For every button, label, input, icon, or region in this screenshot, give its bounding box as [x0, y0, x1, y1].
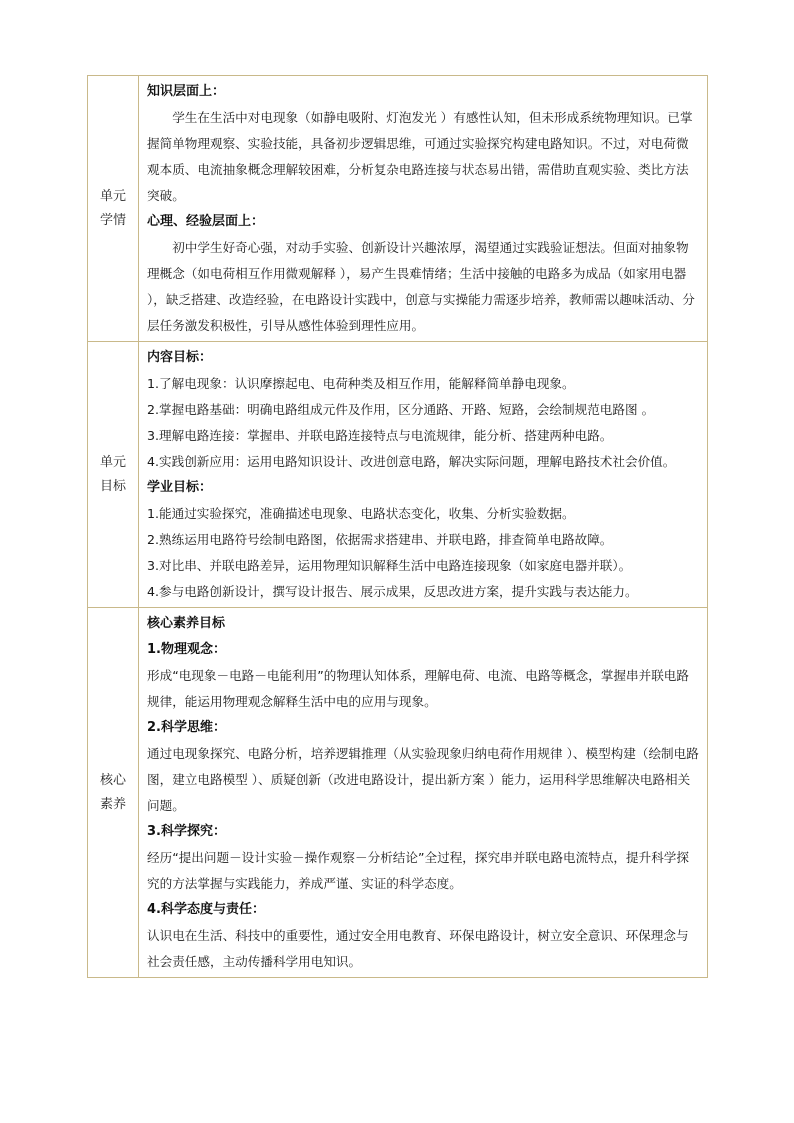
section-heading: 1.物理观念： [147, 642, 226, 657]
row-label: 核心 素养 [88, 608, 139, 978]
paragraph: 认识电在生活、科技中的重要性，通过安全用电教育、环保电路设计，树立安全意识、环保理念与社会责任感，主动传播科学用电知识。 [147, 928, 689, 969]
table-row-core-literacy [88, 608, 708, 978]
list-item: 1.了解电现象：认识摩擦起电、电荷种类及相互作用，能解释简单静电现象。 [147, 376, 575, 391]
row-content [139, 608, 708, 978]
unit-plan-table [87, 75, 708, 978]
list-item: 4.实践创新应用：运用电路知识设计、改进创意电路，解决实际问题，理解电路技术社会价值。 [147, 454, 676, 469]
section-heading: 核心素养目标 [147, 616, 226, 631]
paragraph: 通过电现象探究、电路分析，培养逻辑推理（从实验现象归纳电荷作用规律 ）、模型构建（绘制电路图，建立电路模型 ）、质疑创新（改进电路设计，提出新方案 ）能力，运用科学思维解决电路相关问题。 [147, 746, 699, 813]
section-heading: 心理、经验层面上： [147, 214, 265, 229]
paragraph: 初中学生好奇心强，对动手实验、创新设计兴趣浓厚，渴望通过实践验证想法。但面对抽象物理概念（如电荷相互作用微观解释 ），易产生畏难情绪；生活中接触的电路多为成品（如家用电器 ），缺乏搭建、改造经验，在电路设计实践中，创意与实操能力需逐步培养，教师需以趣味活动、分层任务激发积极性，引导从感性体验到理性应用。 [147, 240, 695, 333]
list-item: 4.参与电路创新设计，撰写设计报告、展示成果，反思改进方案，提升实践与表达能力。 [147, 584, 638, 599]
list-item: 1.能通过实验探究，准确描述电现象、电路状态变化，收集、分析实验数据。 [147, 506, 575, 521]
section-heading: 内容目标： [147, 350, 213, 365]
paragraph: 形成“电现象－电路－电能利用”的物理认知体系，理解电荷、电流、电路等概念，掌握串并联电路规律，能运用物理观念解释生活中电的应用与现象。 [147, 668, 689, 709]
section-heading: 4.科学态度与责任： [147, 902, 265, 917]
section-heading: 学业目标： [147, 480, 213, 495]
row-content [139, 342, 708, 608]
section-heading: 3.科学探究： [147, 824, 226, 839]
row-label: 单元 学情 [88, 76, 139, 342]
list-item: 3.对比串、并联电路差异，运用物理知识解释生活中电路连接现象（如家庭电器并联）。 [147, 558, 632, 573]
row-content [139, 76, 708, 342]
paragraph: 学生在生活中对电现象（如静电吸附、灯泡发光 ）有感性认知，但未形成系统物理知识。已掌握简单物理观察、实验技能，具备初步逻辑思维，可通过实验探究构建电路知识。不过，对电荷微观本质、电流抽象概念理解较困难，分析复杂电路连接与状态易出错，需借助直观实验、类比方法突破。 [147, 110, 693, 203]
section-heading: 2.科学思维： [147, 720, 226, 735]
table-row-student-analysis [88, 76, 708, 342]
row-label: 单元 目标 [88, 342, 139, 608]
list-item: 2.熟练运用电路符号绘制电路图，依据需求搭建串、并联电路，排查简单电路故障。 [147, 532, 613, 547]
list-item: 2.掌握电路基础：明确电路组成元件及作用，区分通路、开路、短路，会绘制规范电路图 。 [147, 402, 655, 417]
list-item: 3.理解电路连接：掌握串、并联电路连接特点与电流规律，能分析、搭建两种电路。 [147, 428, 613, 443]
section-heading: 知识层面上： [147, 84, 226, 99]
paragraph: 经历“提出问题－设计实验－操作观察－分析结论”全过程，探究串并联电路电流特点，提升科学探究的方法掌握与实践能力，养成严谨、实证的科学态度。 [147, 850, 689, 891]
table-row-unit-goals [88, 342, 708, 608]
